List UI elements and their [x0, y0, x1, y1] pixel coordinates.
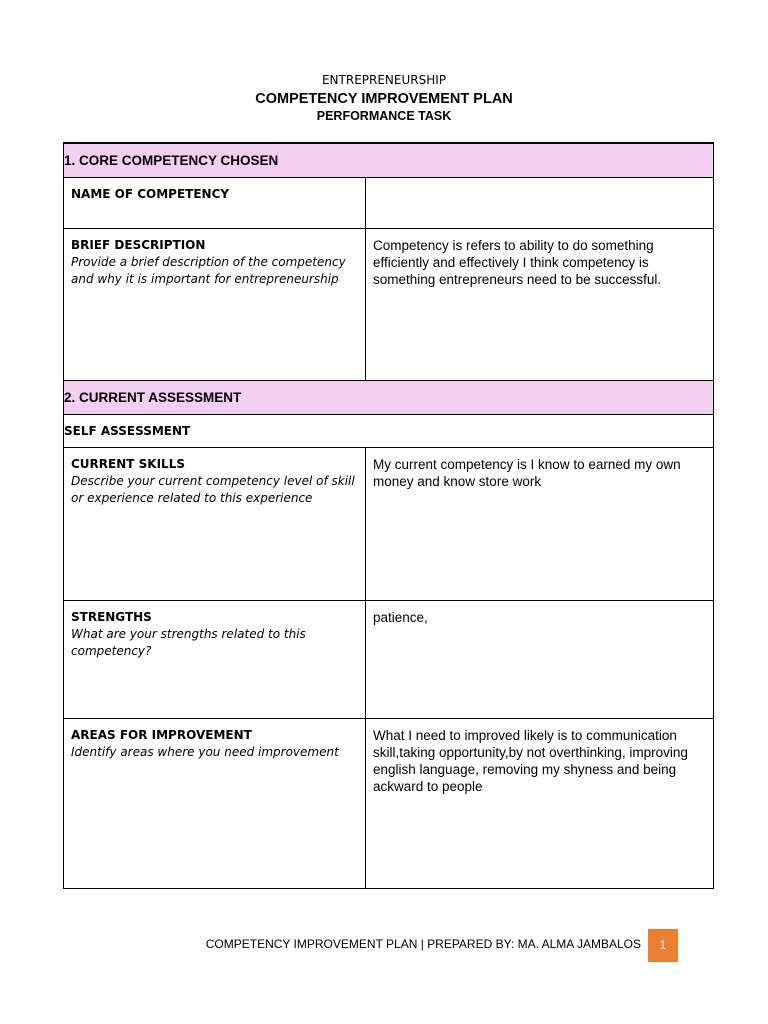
- strengths-instructions: What are your strengths related to this competency?: [71, 626, 306, 658]
- name-of-competency-label: NAME OF COMPETENCY: [71, 186, 230, 201]
- name-of-competency-field[interactable]: [366, 177, 714, 228]
- brief-description-field[interactable]: [366, 228, 714, 380]
- brief-description-instructions: Provide a brief description of the competency and why it is important for entrepreneurship: [71, 254, 346, 286]
- self-assessment-row: [64, 414, 714, 447]
- name-of-competency-row: [64, 177, 714, 228]
- strengths-value: patience,: [373, 609, 428, 625]
- improvement-label-cell: [64, 718, 366, 888]
- brief-description-label: BRIEF DESCRIPTION: [71, 237, 206, 252]
- footer-text: COMPETENCY IMPROVEMENT PLAN | PREPARED BY: MA. ALMA JAMBALOS: [205, 937, 641, 951]
- current-skills-field[interactable]: [366, 447, 714, 600]
- strengths-row: [64, 600, 714, 718]
- document-task: PERFORMANCE TASK: [316, 109, 452, 123]
- section-heading-row: [64, 380, 714, 414]
- document-title: COMPETENCY IMPROVEMENT PLAN: [255, 91, 513, 107]
- section-heading-row: [64, 143, 714, 177]
- current-skills-instructions: Describe your current competency level of skill or experience related to this experience: [71, 473, 355, 505]
- document-subject: ENTREPRENEURSHIP: [321, 73, 447, 87]
- name-of-competency-value: [366, 178, 713, 186]
- current-skills-row: [64, 447, 714, 600]
- areas-for-improvement-instructions: Identify areas where you need improvement: [71, 744, 339, 759]
- strengths-field[interactable]: [366, 600, 714, 718]
- skills-label-cell: [64, 447, 366, 600]
- brief-label-cell: [64, 228, 366, 380]
- self-assessment-label: SELF ASSESSMENT: [64, 414, 714, 447]
- current-skills-label: CURRENT SKILLS: [71, 456, 185, 471]
- section-heading-core-competency: 1. CORE COMPETENCY CHOSEN: [64, 143, 714, 177]
- areas-for-improvement-label: AREAS FOR IMPROVEMENT: [71, 727, 252, 742]
- page-number-badge: 1: [648, 929, 678, 962]
- strengths-label: STRENGTHS: [71, 609, 152, 624]
- areas-for-improvement-field[interactable]: [366, 718, 714, 888]
- page-footer: [0, 929, 768, 962]
- current-skills-value: My current competency is I know to earned my own money and know store work: [373, 456, 681, 489]
- areas-for-improvement-value: What I need to improved likely is to communication skill,taking opportunity,by not overthinking, improving english language, removing my shyness and being ackward to people: [373, 727, 688, 794]
- brief-description-row: [64, 228, 714, 380]
- section-heading-current-assessment: 2. CURRENT ASSESSMENT: [64, 380, 714, 414]
- competency-form-table: [63, 142, 714, 889]
- strengths-label-cell: [64, 600, 366, 718]
- brief-description-value: Competency is refers to ability to do something efficiently and effectively I think competency is something entrepreneurs need to be successful.: [373, 237, 662, 287]
- name-label-cell: [64, 177, 366, 228]
- areas-for-improvement-row: [64, 718, 714, 888]
